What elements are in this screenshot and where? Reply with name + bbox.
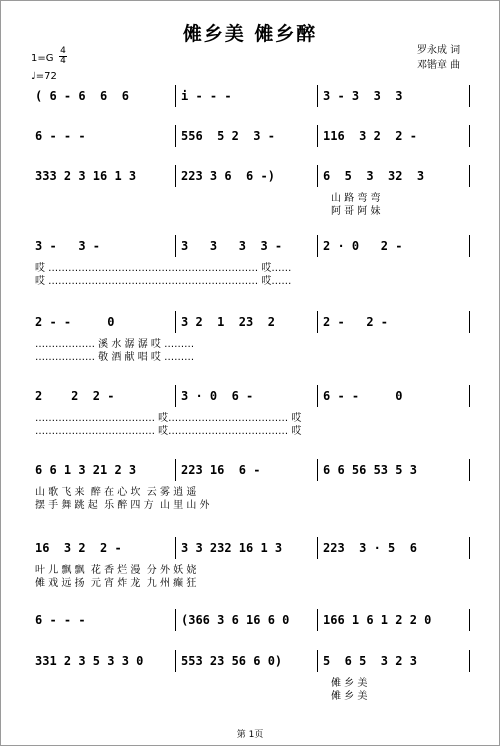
- lyric-line-2: 摆 手 舞 跳 起 乐 醉 四 方 山 里 山 外: [35, 500, 210, 511]
- score-row: [31, 463, 471, 511]
- barline: [175, 385, 176, 407]
- lyric-line-1: 哎 ……………………………………………………… 哎……: [35, 263, 292, 274]
- measure-notes: 3 · 0 6 -: [181, 389, 254, 403]
- lyric-line-1: 山 路 弯 弯: [331, 193, 381, 204]
- measure-notes: 6 5 3 32 3: [323, 169, 425, 183]
- score-row: [31, 89, 471, 119]
- measure-notes: ( 6 - 6 6 6: [35, 89, 129, 103]
- measure-notes: 6 - - 0: [323, 389, 403, 403]
- measure-notes: 2 - - 0: [35, 315, 115, 329]
- measure-notes: 333 2 3 16 1 3: [35, 169, 137, 183]
- composer-credit: 邓锴章 曲: [417, 60, 461, 71]
- barline: [175, 609, 176, 631]
- measure-notes: 2 · 0 2 -: [323, 239, 403, 253]
- lyric-line-1: ……………………………… 哎……………………………… 哎: [35, 413, 302, 424]
- measure-notes: 3 - 3 3 3: [323, 89, 403, 103]
- measure-notes: 3 - 3 -: [35, 239, 101, 253]
- barline: [175, 537, 176, 559]
- measure-notes: 6 - - -: [35, 613, 86, 627]
- barline: [317, 459, 318, 481]
- measure-notes: 223 3 · 5 6: [323, 541, 417, 555]
- barline: [175, 235, 176, 257]
- barline: [317, 235, 318, 257]
- barline: [469, 311, 470, 333]
- key-signature: 1=G: [31, 53, 54, 64]
- measure-notes: (366 3 6 16 6 0: [181, 613, 290, 627]
- barline: [317, 609, 318, 631]
- measure-notes: 2 - 2 -: [323, 315, 389, 329]
- lyricist-credit: 罗永成 词: [417, 45, 461, 56]
- barline: [317, 650, 318, 672]
- measure-notes: 2 2 2 -: [35, 389, 115, 403]
- measure-notes: 116 3 2 2 -: [323, 129, 417, 143]
- lyric-line-1: 山 歌 飞 来 醉 在 心 坎 云 雾 逍 遥: [35, 487, 197, 498]
- measure-notes: 553 23 56 6 0): [181, 654, 283, 668]
- lyric-line-2: 傩 乡 美: [331, 691, 368, 702]
- barline: [469, 85, 470, 107]
- lyric-line-1: 叶 儿 飘 飘 花 香 烂 漫 分 外 妖 娆: [35, 565, 197, 576]
- barline: [469, 125, 470, 147]
- lyric-line-2: ……………………………… 哎……………………………… 哎: [35, 426, 302, 437]
- measure-notes: 3 2 1 23 2: [181, 315, 275, 329]
- barline: [317, 85, 318, 107]
- measure-notes: i - - -: [181, 89, 232, 103]
- barline: [317, 125, 318, 147]
- measure-notes: 3 3 3 3 -: [181, 239, 283, 253]
- barline: [175, 85, 176, 107]
- measure-notes: 223 16 6 -: [181, 463, 261, 477]
- barline: [469, 537, 470, 559]
- measure-notes: 6 - - -: [35, 129, 86, 143]
- lyric-line-2: 傩 戏 远 扬 元 宵 炸 龙 九 州 癫 狂: [35, 578, 197, 589]
- score-row: [31, 541, 471, 589]
- barline: [469, 385, 470, 407]
- time-bottom: 4: [60, 56, 66, 66]
- measure-notes: 5 6 5 3 2 3: [323, 654, 417, 668]
- score-row: [31, 389, 471, 437]
- page-number: 第 1页: [236, 730, 264, 740]
- barline: [469, 165, 470, 187]
- barline: [469, 650, 470, 672]
- barline: [469, 609, 470, 631]
- score-row: [31, 239, 471, 287]
- barline: [317, 165, 318, 187]
- barline: [317, 385, 318, 407]
- lyric-line-2: 哎 ……………………………………………………… 哎……: [35, 276, 292, 287]
- measure-notes: 556 5 2 3 -: [181, 129, 275, 143]
- song-title: 傩乡美 傩乡醉: [182, 23, 318, 45]
- time-signature: [59, 47, 67, 66]
- barline: [175, 650, 176, 672]
- measure-notes: 6 6 56 53 5 3: [323, 463, 417, 477]
- lyric-line-2: ……………… 敬 酒 献 唱 哎 ………: [35, 352, 195, 363]
- score-row: [31, 654, 471, 702]
- score-row: [31, 169, 471, 217]
- barline: [317, 537, 318, 559]
- time-top: 4: [60, 46, 66, 56]
- tempo-marking: ♩=72: [31, 71, 57, 82]
- measure-notes: 6 6 1 3 21 2 3: [35, 463, 137, 477]
- barline: [469, 459, 470, 481]
- measure-notes: 166 1 6 1 2 2 0: [323, 613, 432, 627]
- lyric-line-1: 傩 乡 美: [331, 678, 368, 689]
- score-row: [31, 315, 471, 363]
- score-row: [31, 129, 471, 159]
- measure-notes: 3 3 232 16 1 3: [181, 541, 283, 555]
- barline: [469, 235, 470, 257]
- measure-notes: 16 3 2 2 -: [35, 541, 122, 555]
- barline: [175, 459, 176, 481]
- barline: [175, 311, 176, 333]
- measure-notes: 223 3 6 6 -): [181, 169, 275, 183]
- score-row: [31, 613, 471, 643]
- lyric-line-2: 阿 哥 阿 妹: [331, 206, 381, 217]
- lyric-line-1: ……………… 溪 水 潺 潺 哎 ………: [35, 339, 195, 350]
- barline: [175, 125, 176, 147]
- barline: [317, 311, 318, 333]
- barline: [175, 165, 176, 187]
- measure-notes: 331 2 3 5 3 3 0: [35, 654, 144, 668]
